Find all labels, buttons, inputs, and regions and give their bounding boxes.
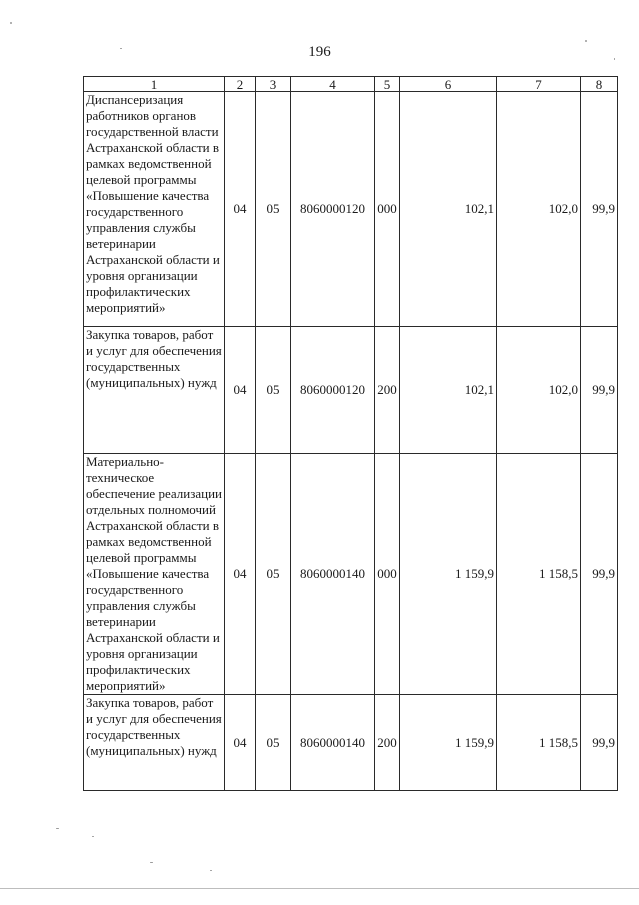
row-subsection: 05 xyxy=(256,327,291,454)
header-row xyxy=(84,77,618,92)
row-section: 04 xyxy=(225,92,256,327)
row-subsection: 05 xyxy=(256,92,291,327)
scan-speckle xyxy=(614,58,615,60)
table-row xyxy=(84,454,618,695)
row-expense-type: 000 xyxy=(375,92,400,327)
row-percent: 99,9 xyxy=(581,695,618,791)
row-planned: 1 159,9 xyxy=(400,695,497,791)
table-row xyxy=(84,92,618,327)
row-name: Материально-техническое обеспечение реализации отдельных полномочий Астраханской области в рамках ведомственной целевой программы «Повышение качества государственного управления службы ветеринарии Астраханской области и уровня организации профилактических мероприятий» xyxy=(84,454,225,695)
page-bottom-edge xyxy=(0,888,639,889)
scan-speckle xyxy=(10,22,12,24)
scan-speckle xyxy=(210,870,212,871)
row-expense-type: 200 xyxy=(375,695,400,791)
header-col-2: 2 xyxy=(225,77,256,92)
row-actual: 102,0 xyxy=(497,327,581,454)
row-section: 04 xyxy=(225,695,256,791)
row-name: Закупка товаров, работ и услуг для обеспечения государственных (муниципальных) нужд xyxy=(84,695,225,791)
row-target-code: 8060000140 xyxy=(291,695,375,791)
row-percent: 99,9 xyxy=(581,327,618,454)
row-actual: 1 158,5 xyxy=(497,695,581,791)
scan-speckle xyxy=(120,48,122,49)
row-section: 04 xyxy=(225,454,256,695)
header-col-1: 1 xyxy=(84,77,225,92)
header-col-3: 3 xyxy=(256,77,291,92)
row-target-code: 8060000120 xyxy=(291,327,375,454)
scan-speckle xyxy=(150,862,153,863)
row-planned: 102,1 xyxy=(400,327,497,454)
row-actual: 102,0 xyxy=(497,92,581,327)
row-subsection: 05 xyxy=(256,454,291,695)
row-planned: 1 159,9 xyxy=(400,454,497,695)
row-subsection: 05 xyxy=(256,695,291,791)
row-percent: 99,9 xyxy=(581,92,618,327)
header-col-8: 8 xyxy=(581,77,618,92)
row-expense-type: 000 xyxy=(375,454,400,695)
header-col-7: 7 xyxy=(497,77,581,92)
row-actual: 1 158,5 xyxy=(497,454,581,695)
header-col-5: 5 xyxy=(375,77,400,92)
row-percent: 99,9 xyxy=(581,454,618,695)
scan-speckle xyxy=(56,828,59,829)
budget-table xyxy=(83,76,618,791)
page-number: 196 xyxy=(308,44,331,60)
table-row xyxy=(84,695,618,791)
row-expense-type: 200 xyxy=(375,327,400,454)
row-target-code: 8060000140 xyxy=(291,454,375,695)
table-row xyxy=(84,327,618,454)
row-name: Закупка товаров, работ и услуг для обеспечения государственных (муниципальных) нужд xyxy=(84,327,225,454)
header-col-6: 6 xyxy=(400,77,497,92)
row-name: Диспансеризация работников органов государственной власти Астраханской области в рамках ведомственной целевой программы «Повышение качества государственного управления службы ветеринарии Астраханской области и уровня организации профилактических мероприятий» xyxy=(84,92,225,327)
row-section: 04 xyxy=(225,327,256,454)
scan-speckle xyxy=(585,40,587,42)
row-target-code: 8060000120 xyxy=(291,92,375,327)
header-col-4: 4 xyxy=(291,77,375,92)
scan-speckle xyxy=(92,836,94,837)
row-planned: 102,1 xyxy=(400,92,497,327)
